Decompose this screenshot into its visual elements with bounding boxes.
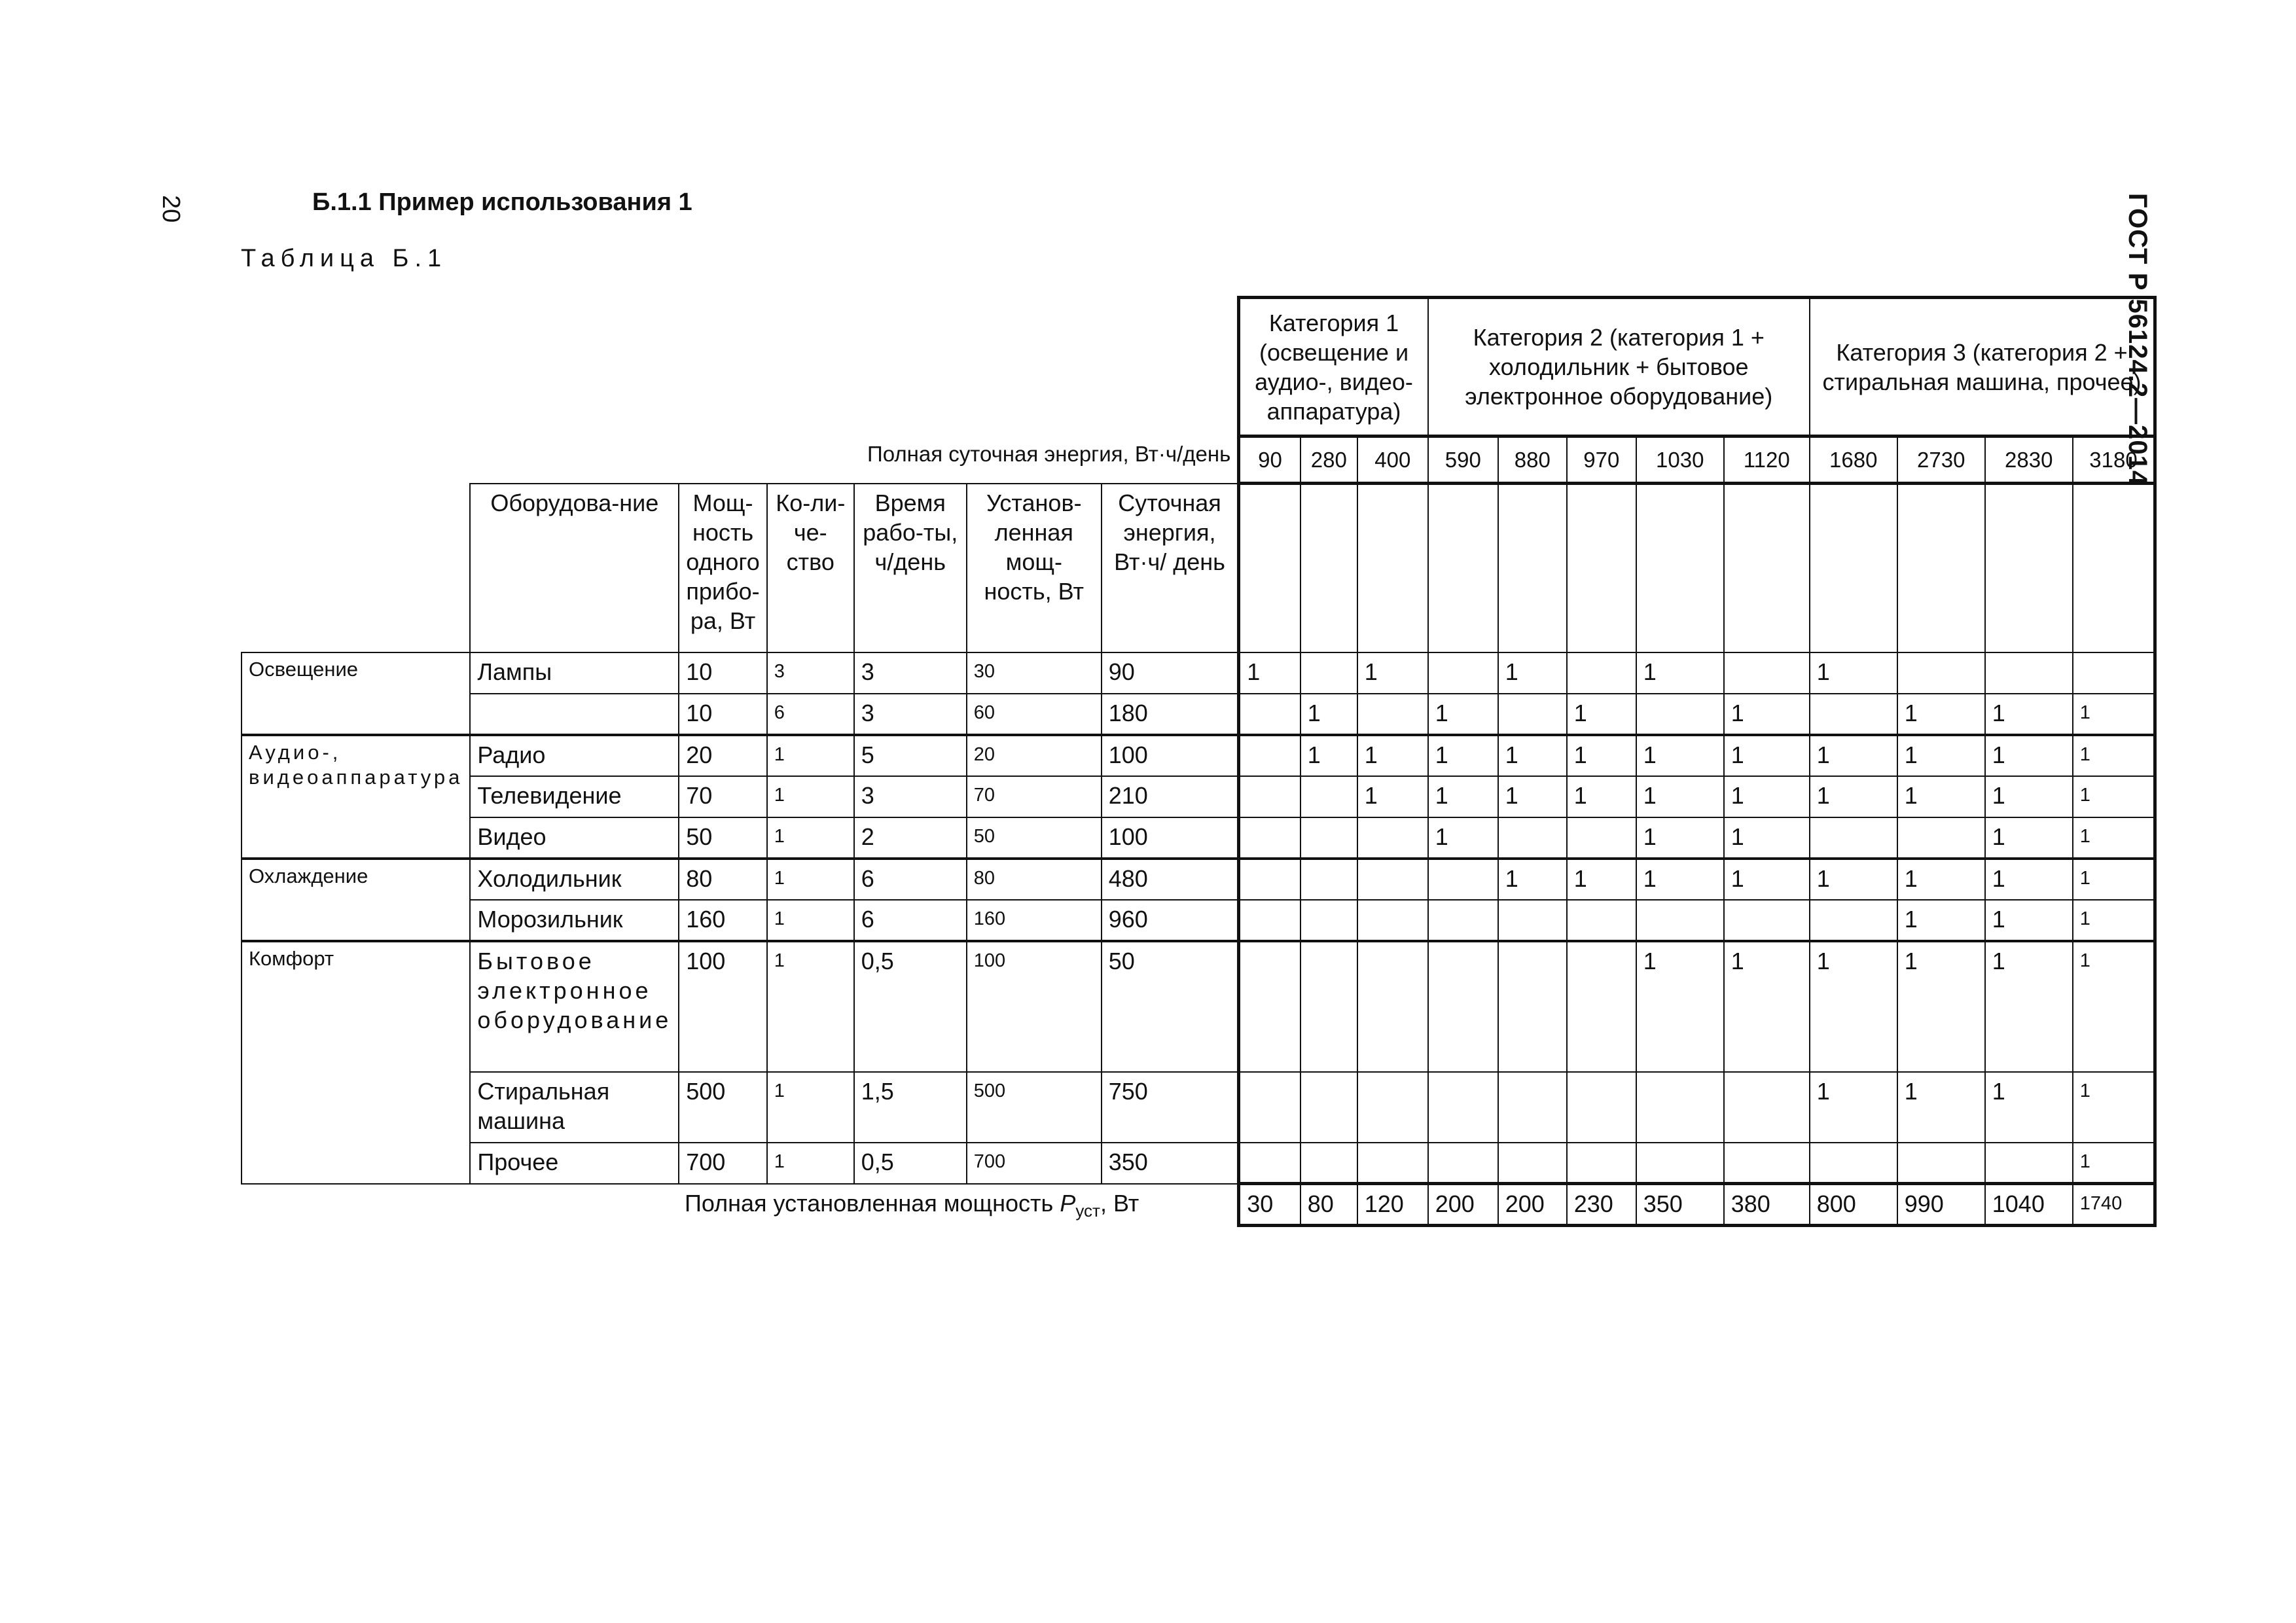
flag-cell: 1 [1636,941,1724,1072]
flag-cell: 1 [1897,776,1985,817]
daily-energy: 50 [1102,941,1239,1072]
flag-cell [1300,776,1357,817]
flag-cell [1498,484,1567,652]
category-header: Категория 3 (категория 2 + стиральная машина, прочее) [1810,298,2155,437]
flag-cell [1239,859,1300,900]
flag-cell: 1 [1428,776,1498,817]
flag-cell [1567,484,1636,652]
flag-cell: 1 [2073,941,2155,1072]
flag-cell [1636,484,1724,652]
daily-energy: 100 [1102,735,1239,776]
equipment-name: Лампы [470,652,679,694]
flag-cell: 1 [1300,735,1357,776]
flag-cell: 1 [1985,776,2073,817]
running-head: ГОСТ Р 56124.2—2014 [2123,193,2152,486]
group-label: Освещение [242,652,470,735]
quantity: 1 [767,941,854,1072]
quantity: 1 [767,859,854,900]
flag-cell: 1 [1810,776,1897,817]
flag-cell: 1 [1897,941,1985,1072]
flag-cell [1567,1143,1636,1184]
unit-power: 20 [679,735,767,776]
flag-cell [1239,776,1300,817]
flag-cell [1357,941,1428,1072]
flag-cell [1498,694,1567,735]
flag-cell [1428,1072,1498,1143]
flag-cell: 1 [1810,735,1897,776]
page-number: 20 [157,195,185,223]
quantity: 1 [767,1072,854,1143]
equipment-name: Бытовое электронное оборудование [470,941,679,1072]
flag-cell [1300,900,1357,941]
quantity: 6 [767,694,854,735]
daily-energy: 750 [1102,1072,1239,1143]
column-header: Суточная энергия, Вт·ч/ день [1102,484,1239,652]
flag-cell: 1 [1567,859,1636,900]
flag-cell: 1 [2073,1143,2155,1184]
flag-cell [1724,484,1810,652]
flag-cell: 1 [1810,941,1897,1072]
flag-cell [1985,484,2073,652]
energy-total-value: 1030 [1636,437,1724,484]
flag-cell: 1 [1357,776,1428,817]
column-header: Оборудова-ние [470,484,679,652]
installed-total-value: 350 [1636,1184,1724,1226]
flag-cell [1498,1072,1567,1143]
column-header: Время рабо-ты, ч/день [854,484,967,652]
energy-total-value: 880 [1498,437,1567,484]
flag-cell [1567,817,1636,859]
flag-cell [1567,652,1636,694]
energy-total-value: 2730 [1897,437,1985,484]
flag-cell [1239,1143,1300,1184]
flag-cell: 1 [2073,859,2155,900]
flag-cell: 1 [1636,817,1724,859]
installed-total-value: 230 [1567,1184,1636,1226]
flag-cell: 1 [1239,652,1300,694]
flag-cell: 1 [1724,694,1810,735]
flag-cell: 1 [1567,735,1636,776]
hours-per-day: 6 [854,900,967,941]
energy-total-value: 280 [1300,437,1357,484]
unit-power: 500 [679,1072,767,1143]
column-header: Мощ-ность одного прибо-ра, Вт [679,484,767,652]
installed-total-value: 800 [1810,1184,1897,1226]
daily-energy: 960 [1102,900,1239,941]
flag-cell: 1 [1985,900,2073,941]
flag-cell [1897,1143,1985,1184]
flag-cell: 1 [1300,694,1357,735]
flag-cell: 1 [1636,735,1724,776]
quantity: 1 [767,735,854,776]
flag-cell [1498,817,1567,859]
flag-cell [1239,900,1300,941]
installed-total-value: 990 [1897,1184,1985,1226]
flag-cell [1810,900,1897,941]
flag-cell: 1 [2073,776,2155,817]
equipment-energy-table [241,296,2157,1227]
flag-cell: 1 [1498,859,1567,900]
energy-total-label: Полная суточная энергия, Вт·ч/день [867,441,1231,466]
flag-cell: 1 [1897,1072,1985,1143]
flag-cell [1428,484,1498,652]
daily-energy: 210 [1102,776,1239,817]
energy-total-value: 970 [1567,437,1636,484]
flag-cell: 1 [1897,859,1985,900]
flag-cell [1897,484,1985,652]
flag-cell: 1 [1724,735,1810,776]
table-row [242,1143,2155,1184]
hours-per-day: 6 [854,859,967,900]
flag-cell [1636,694,1724,735]
flag-cell: 1 [1567,776,1636,817]
flag-cell [1636,900,1724,941]
installed-power: 500 [967,1072,1102,1143]
flag-cell [1300,859,1357,900]
flag-cell: 1 [2073,1072,2155,1143]
flag-cell [2073,484,2155,652]
column-header: Ко-ли-че-ство [767,484,854,652]
quantity: 1 [767,776,854,817]
installed-total-value: 1740 [2073,1184,2155,1226]
flag-cell: 1 [1498,776,1567,817]
flag-cell [1239,735,1300,776]
flag-cell [1567,941,1636,1072]
flag-cell: 1 [1428,735,1498,776]
table-row [242,652,2155,694]
flag-cell: 1 [1897,735,1985,776]
unit-power: 100 [679,941,767,1072]
installed-total-value: 200 [1498,1184,1567,1226]
unit-power: 10 [679,694,767,735]
installed-total-value: 200 [1428,1184,1498,1226]
unit-power: 70 [679,776,767,817]
table-row [242,694,2155,735]
flag-cell [2073,652,2155,694]
equipment-name: Прочее [470,1143,679,1184]
flag-cell [1498,1143,1567,1184]
hours-per-day: 5 [854,735,967,776]
energy-total-value: 90 [1239,437,1300,484]
installed-total-value: 30 [1239,1184,1300,1226]
flag-cell: 1 [1724,776,1810,817]
unit-power: 50 [679,817,767,859]
unit-power: 10 [679,652,767,694]
equipment-name [470,694,679,735]
flag-cell [1636,1072,1724,1143]
energy-total-value: 1120 [1724,437,1810,484]
table-row [242,859,2155,900]
flag-cell [1357,900,1428,941]
energy-total-value: 2830 [1985,437,2073,484]
daily-energy: 350 [1102,1143,1239,1184]
category-header: Категория 1 (освещение и аудио-, видео-аппаратура) [1239,298,1428,437]
table-row [242,900,2155,941]
flag-cell [1810,694,1897,735]
flag-cell [1300,652,1357,694]
flag-cell [1810,817,1897,859]
flag-cell [1724,900,1810,941]
installed-power: 20 [967,735,1102,776]
flag-cell: 1 [1636,652,1724,694]
installed-total-text: Полная установленная мощность [685,1189,1060,1217]
flag-cell [1810,484,1897,652]
unit-power: 80 [679,859,767,900]
installed-total-value: 120 [1357,1184,1428,1226]
energy-total-value: 1680 [1810,437,1897,484]
flag-cell: 1 [1810,1072,1897,1143]
flag-cell [1428,859,1498,900]
flag-cell [1724,1143,1810,1184]
flag-cell [1300,941,1357,1072]
flag-cell [1897,817,1985,859]
equipment-name: Морозильник [470,900,679,941]
flag-cell [1300,1072,1357,1143]
daily-energy: 180 [1102,694,1239,735]
equipment-name: Стиральная машина [470,1072,679,1143]
flag-cell [1428,900,1498,941]
category-header: Категория 2 (категория 1 + холодильник + бытовое электронное оборудование) [1428,298,1810,437]
table-row [242,735,2155,776]
flag-cell: 1 [1810,859,1897,900]
flag-cell: 1 [1985,817,2073,859]
installed-total-unit: , Вт [1100,1189,1139,1217]
flag-cell [1724,1072,1810,1143]
flag-cell: 1 [1724,817,1810,859]
installed-total-label [242,1184,1239,1226]
flag-cell: 1 [1897,694,1985,735]
flag-cell [1498,941,1567,1072]
equipment-name: Радио [470,735,679,776]
flag-cell [1239,1072,1300,1143]
flag-cell: 1 [1985,694,2073,735]
installed-total-value: 1040 [1985,1184,2073,1226]
header-blank [242,484,470,652]
flag-cell [1239,484,1300,652]
unit-power: 160 [679,900,767,941]
flag-cell: 1 [1724,859,1810,900]
flag-cell [1567,900,1636,941]
flag-cell [1428,652,1498,694]
flag-cell: 1 [1897,900,1985,941]
group-label: Охлаждение [242,859,470,941]
quantity: 1 [767,1143,854,1184]
daily-energy: 480 [1102,859,1239,900]
flag-cell [1985,1143,2073,1184]
flag-cell [1239,694,1300,735]
quantity: 3 [767,652,854,694]
installed-power: 700 [967,1143,1102,1184]
flag-cell: 1 [1498,735,1567,776]
flag-cell: 1 [1985,1072,2073,1143]
table-row [242,776,2155,817]
flag-cell [1498,900,1567,941]
flag-cell: 1 [1357,652,1428,694]
equipment-name: Видео [470,817,679,859]
table-row [242,941,2155,1072]
flag-cell [1428,1143,1498,1184]
hours-per-day: 1,5 [854,1072,967,1143]
flag-cell: 1 [1498,652,1567,694]
flag-cell [1357,1072,1428,1143]
energy-total-value: 3180 [2073,437,2155,484]
hours-per-day: 3 [854,694,967,735]
flag-cell: 1 [2073,735,2155,776]
header-blank [242,298,1239,437]
flag-cell [1357,484,1428,652]
flag-cell: 1 [1985,735,2073,776]
flag-cell [1724,652,1810,694]
flag-cell: 1 [1357,735,1428,776]
hours-per-day: 0,5 [854,941,967,1072]
table-row [242,1072,2155,1143]
flag-cell [1357,859,1428,900]
flag-cell [1810,1143,1897,1184]
flag-cell [1300,817,1357,859]
flag-cell [1357,817,1428,859]
flag-cell: 1 [2073,694,2155,735]
flag-cell: 1 [1985,859,2073,900]
flag-cell: 1 [1724,941,1810,1072]
flag-cell [1357,694,1428,735]
unit-power: 700 [679,1143,767,1184]
flag-cell: 1 [2073,900,2155,941]
section-heading: Б.1.1 Пример использования 1 [312,188,692,216]
quantity: 1 [767,817,854,859]
installed-power: 100 [967,941,1102,1072]
equipment-name: Телевидение [470,776,679,817]
energy-total-value: 400 [1357,437,1428,484]
installed-power: 30 [967,652,1102,694]
flag-cell: 1 [1636,859,1724,900]
flag-cell [1300,484,1357,652]
installed-power: 60 [967,694,1102,735]
installed-total-symbol: P [1060,1189,1076,1217]
flag-cell: 1 [1985,941,2073,1072]
flag-cell [1300,1143,1357,1184]
group-label: Аудио-, видеоаппаратура [242,735,470,859]
equipment-name: Холодильник [470,859,679,900]
table-row [242,817,2155,859]
installed-total-subscript: уст [1075,1200,1100,1221]
flag-cell: 1 [1428,694,1498,735]
daily-energy: 100 [1102,817,1239,859]
flag-cell [1985,652,2073,694]
installed-total-value: 380 [1724,1184,1810,1226]
hours-per-day: 2 [854,817,967,859]
installed-power: 160 [967,900,1102,941]
hours-per-day: 3 [854,652,967,694]
hours-per-day: 3 [854,776,967,817]
table-caption: Таблица Б.1 [241,245,448,272]
hours-per-day: 0,5 [854,1143,967,1184]
flag-cell [1239,941,1300,1072]
flag-cell: 1 [1636,776,1724,817]
energy-total-value: 590 [1428,437,1498,484]
flag-cell: 1 [2073,817,2155,859]
flag-cell [1428,941,1498,1072]
installed-power: 70 [967,776,1102,817]
flag-cell [1897,652,1985,694]
flag-cell: 1 [1567,694,1636,735]
quantity: 1 [767,900,854,941]
flag-cell [1239,817,1300,859]
installed-power: 50 [967,817,1102,859]
flag-cell: 1 [1810,652,1897,694]
group-label: Комфорт [242,941,470,1184]
flag-cell: 1 [1428,817,1498,859]
flag-cell [1567,1072,1636,1143]
installed-total-value: 80 [1300,1184,1357,1226]
daily-energy: 90 [1102,652,1239,694]
column-header: Установ-ленная мощ-ность, Вт [967,484,1102,652]
flag-cell [1636,1143,1724,1184]
flag-cell [1357,1143,1428,1184]
installed-power: 80 [967,859,1102,900]
